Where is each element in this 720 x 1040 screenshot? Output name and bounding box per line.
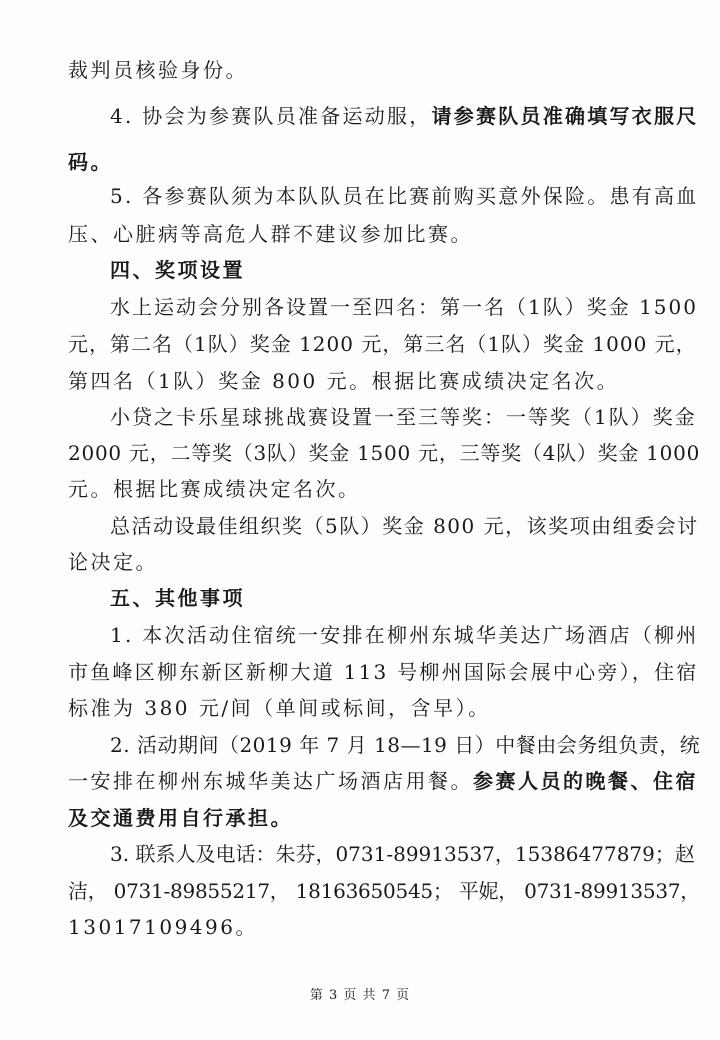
text-line xyxy=(68,332,697,356)
bold-text-span: 及交通费用自行承担。 xyxy=(68,806,293,830)
text-span: 5. 各参赛队须为本队队员在比赛前购买意外保险。患有高血 xyxy=(110,184,699,208)
text-line xyxy=(68,550,158,574)
page-number-footer: 第 3 页 共 7 页 xyxy=(309,988,411,1003)
text-line xyxy=(110,514,699,538)
bold-text-span: 码。 xyxy=(68,150,113,174)
text-span: 第四名（1队）奖金 800 元。根据比赛成绩决定名次。 xyxy=(68,369,620,393)
text-line xyxy=(110,405,697,429)
text-span: 2. 活动期间（2019 年 7 月 18—19 日）中餐由会务组负责，统 xyxy=(110,733,701,757)
text-line xyxy=(68,150,113,174)
text-line xyxy=(110,842,695,866)
text-line xyxy=(68,660,699,684)
text-span: 小贷之卡乐星球挑战赛设置一至三等奖：一等奖（1队）奖金 xyxy=(110,405,697,429)
text-span: 13017109496。 xyxy=(68,915,258,939)
text-span: 3. 联系人及电话：朱芬，0731-89913537，15386477879；赵 xyxy=(110,842,695,866)
section-heading xyxy=(110,258,245,282)
text-span: 4. 协会为参赛队员准备运动服， xyxy=(110,104,432,128)
bold-text-span: 四、奖项设置 xyxy=(110,258,245,282)
text-line xyxy=(68,879,700,903)
text-span: 标准为 380 元/间（单间或标间，含早）。 xyxy=(68,696,491,720)
bold-text-span: 五、其他事项 xyxy=(110,586,245,610)
text-line xyxy=(110,295,698,319)
text-span: 论决定。 xyxy=(68,550,158,574)
text-span: 一安排在柳州东城华美达广场酒店用餐。 xyxy=(68,769,473,793)
text-line xyxy=(68,441,700,465)
text-span: 元，第二名（1队）奖金 1200 元，第三名（1队）奖金 1000 元， xyxy=(68,332,697,356)
text-span: 总活动设最佳组织奖（5队）奖金 800 元，该奖项由组委会讨 xyxy=(110,514,699,538)
text-span: 水上运动会分别各设置一至四名：第一名（1队）奖金 1500 xyxy=(110,295,698,319)
text-line xyxy=(68,58,248,82)
section-heading xyxy=(110,586,245,610)
text-span: 1. 本次活动住宿统一安排在柳州东城华美达广场酒店（柳州 xyxy=(110,623,699,647)
text-line xyxy=(68,369,619,393)
text-line xyxy=(68,915,258,939)
bold-text-span: 参赛人员的晚餐、住宿 xyxy=(473,769,698,793)
text-line xyxy=(68,696,491,720)
text-line xyxy=(110,623,698,647)
text-line xyxy=(110,733,700,757)
text-span: 压、心脏病等高危人群不建议参加比赛。 xyxy=(68,222,473,246)
text-span: 裁判员核验身份。 xyxy=(68,58,248,82)
text-line xyxy=(110,104,698,128)
text-line xyxy=(68,222,473,246)
text-line xyxy=(110,184,698,208)
text-span: 市鱼峰区柳东新区新柳大道 113 号柳州国际会展中心旁），住宿 xyxy=(68,660,699,684)
text-line xyxy=(68,477,361,501)
text-span: 元。根据比赛成绩决定名次。 xyxy=(68,477,361,501)
bold-text-span: 请参赛队员准确填写衣服尺 xyxy=(431,104,699,128)
text-line xyxy=(68,806,293,830)
text-span: 2000 元，二等奖（3队）奖金 1500 元，三等奖（4队）奖金 1000 xyxy=(68,441,701,465)
text-span: 洁， 0731-89855217， 18163650545； 平妮， 0731-89913537， xyxy=(68,879,701,903)
text-line xyxy=(68,769,698,793)
